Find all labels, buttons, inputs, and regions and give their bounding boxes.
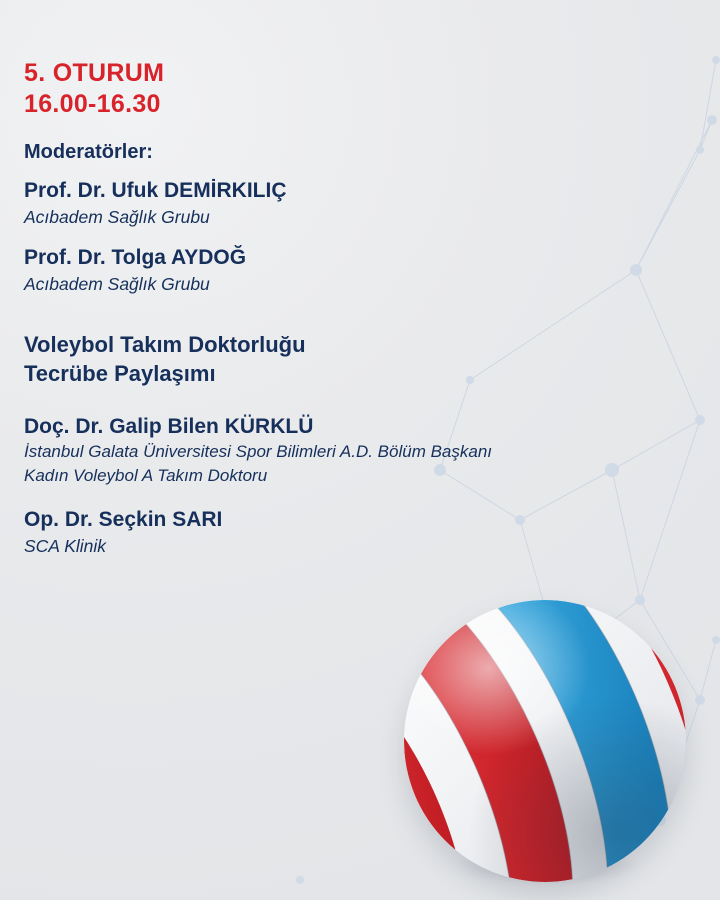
moderator-affiliation: Acıbadem Sağlık Grubu bbox=[24, 274, 210, 295]
ball-body bbox=[404, 600, 686, 882]
moderators-label: Moderatörler: bbox=[24, 141, 153, 163]
moderator-entry bbox=[24, 245, 684, 296]
speaker-name: Op. Dr. Seçkin SARI bbox=[24, 508, 223, 532]
session-content bbox=[24, 58, 684, 558]
topic-title bbox=[24, 330, 684, 388]
moderator-name: Prof. Dr. Tolga AYDOĞ bbox=[24, 246, 247, 269]
speaker-entry bbox=[24, 414, 684, 487]
speaker-affiliation-line-1: SCA Klinik bbox=[24, 536, 107, 557]
moderator-affiliation: Acıbadem Sağlık Grubu bbox=[24, 207, 210, 228]
session-time: 16.00-16.30 bbox=[24, 89, 161, 118]
speaker-name: Doç. Dr. Galip Bilen KÜRKLÜ bbox=[24, 415, 314, 439]
session-title: 5. OTURUM bbox=[24, 59, 165, 87]
topic-line-2: Tecrübe Paylaşımı bbox=[24, 361, 216, 387]
volleyball-graphic bbox=[404, 600, 686, 882]
speaker-entry bbox=[24, 507, 684, 558]
speaker-affiliation-line-2: Kadın Voleybol A Takım Doktoru bbox=[24, 465, 268, 485]
moderator-name: Prof. Dr. Ufuk DEMİRKILIÇ bbox=[24, 179, 287, 202]
speaker-affiliation-line-1: İstanbul Galata Üniversitesi Spor Bilimleri A.D. Bölüm Başkanı bbox=[24, 442, 492, 462]
topic-line-1: Voleybol Takım Doktorluğu bbox=[24, 332, 306, 357]
moderator-entry bbox=[24, 178, 684, 229]
